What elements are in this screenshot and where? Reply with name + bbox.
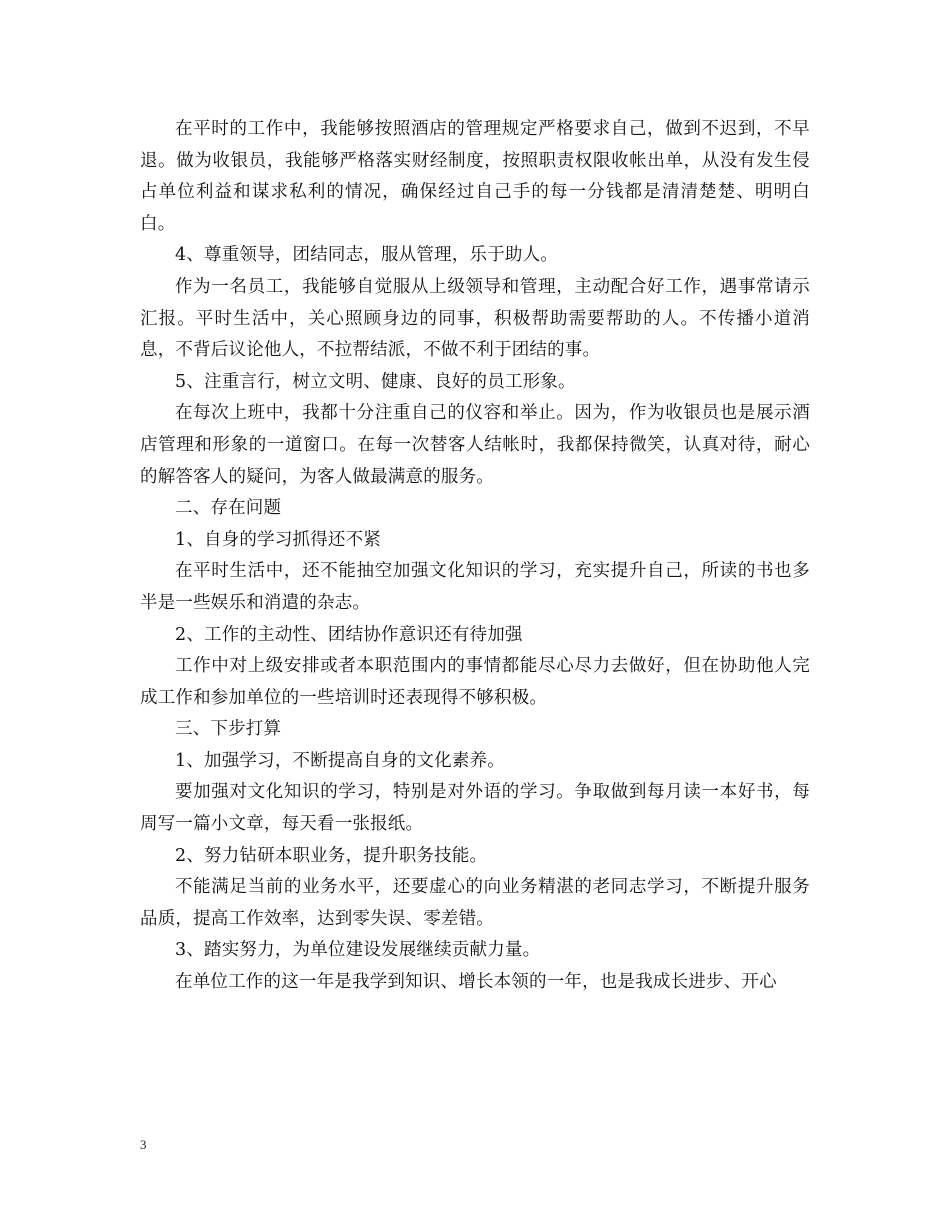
heading-skills: 2、努力钻研本职业务，提升职务技能。 [175,845,488,866]
section-heading-problems: 二、存在问题 [175,498,282,519]
paragraph-service: 在每次上班中，我都十分注重自己的仪容和举止。因为，作为收银员也是展示酒店管理和形象的一道窗口。在每一次替客人结帐时，我都保持微笑，认真对待，耐心的解答客人的疑问，为客人做最满意的服务。 [140,403,810,487]
paragraph-initiative: 工作中对上级安排或者本职范围内的事情都能尽心尽力去做好，但在协助他人完成工作和参加单位的一些培训时还表现得不够积极。 [140,656,810,708]
paragraph-teamwork: 作为一名员工，我能够自觉服从上级领导和管理，主动配合好工作，遇事常请示汇报。平时生活中，关心照顾身边的同事，积极帮助需要帮助的人。不传播小道消息，不背后议论他人，不拉帮结派，不做不利于团结的事。 [140,276,810,361]
paragraph-conduct: 在平时的工作中，我能够按照酒店的管理规定严格要求自己，做到不迟到，不早退。做为收银员，我能够严格落实财经制度，按照职责权限收帐出单，从没有发生侵占单位利益和谋求私利的情况，确保经过自己手的每一分钱都是清清楚楚、明明白白。 [140,119,810,234]
paragraph-learning: 要加强对文化知识的学习，特别是对外语的学习。争取做到每月读一本好书，每周写一篇小文章，每天看一张报纸。 [140,782,810,835]
heading-initiative: 2、工作的主动性、团结协作意识还有待加强 [175,624,523,645]
heading-study: 1、自身的学习抓得还不紧 [175,529,382,550]
section-heading-plans: 三、下步打算 [175,719,282,740]
heading-respect-leadership: 4、尊重领导，团结同志，服从管理，乐于助人。 [175,245,559,266]
paragraph-skills: 不能满足当前的业务水平，还要虚心的向业务精湛的老同志学习，不断提升服务品质，提高工作效率，达到零失误、零差错。 [140,877,810,929]
heading-contribution: 3、踏实努力，为单位建设发展继续贡献力量。 [175,940,541,961]
heading-learning: 1、加强学习，不断提高自身的文化素养。 [175,750,505,771]
paragraph-year-summary: 在单位工作的这一年是我学到知识、增长本领的一年，也是我成长进步、开心 [175,972,777,993]
document-body [140,114,810,999]
page-number: 3 [140,1137,147,1152]
paragraph-study: 在平时生活中，还不能抽空加强文化知识的学习，充实提升自己，所读的书也多半是一些娱乐和消遣的杂志。 [140,561,810,613]
heading-image: 5、注重言行，树立文明、健康、良好的员工形象。 [175,371,576,392]
